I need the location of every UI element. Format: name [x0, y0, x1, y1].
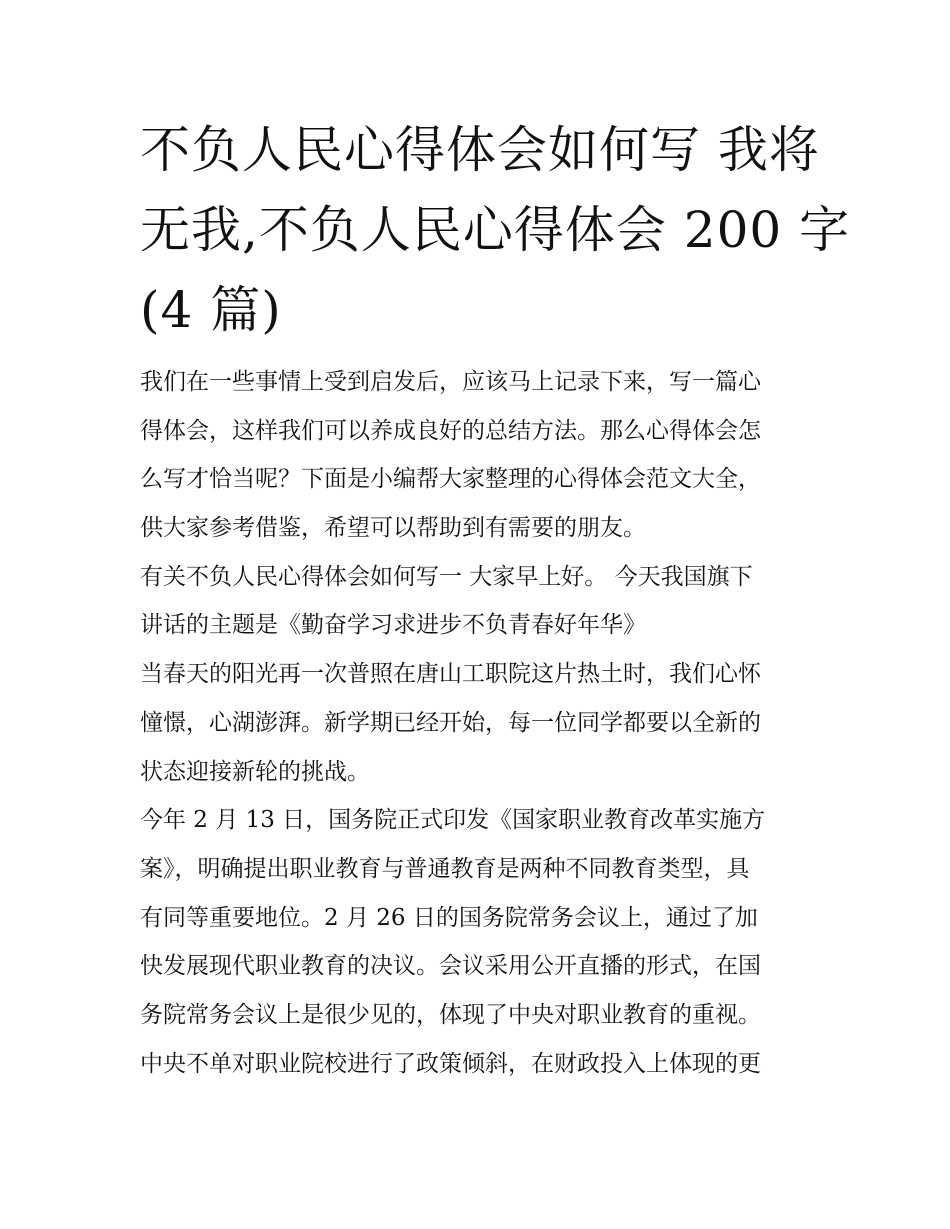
body-line: 中央不单对职业院校进行了政策倾斜，在财政投入上体现的更 — [140, 1050, 761, 1077]
body-line: 有同等重要地位。2 月 26 日的国务院常务会议上，通过了加 — [140, 904, 758, 931]
document-title — [140, 110, 851, 350]
body-line: 憧憬，心湖澎湃。新学期已经开始，每一位同学都要以全新的 — [140, 709, 761, 736]
body-line: 今年 2 月 13 日，国务院正式印发《国家职业教育改革实施方 — [140, 807, 766, 834]
title-line: 无我,不负人民心得体会 200 字 — [140, 201, 851, 259]
document-body — [140, 358, 820, 1088]
body-line: 我们在一些事情上受到启发后，应该马上记录下来，写一篇心 — [140, 369, 761, 395]
title-line: 不负人民心得体会如何写 我将 — [140, 121, 820, 179]
body-line: 么写才恰当呢？下面是小编帮大家整理的心得体会范文大全， — [140, 466, 761, 493]
body-line: 案》，明确提出职业教育与普通教育是两种不同教育类型，具 — [140, 855, 750, 882]
title-line: (4 篇) — [140, 281, 282, 339]
body-line: 有关不负人民心得体会如何写一 大家早上好。 今天我国旗下 — [140, 563, 753, 590]
body-line: 讲话的主题是《勤奋学习求进步不负青春好年华》 — [140, 612, 646, 639]
body-line: 状态迎接新轮的挑战。 — [140, 758, 370, 785]
body-line: 快发展现代职业教育的决议。会议采用公开直播的形式，在国 — [140, 953, 761, 980]
body-line: 当春天的阳光再一次普照在唐山工职院这片热土时，我们心怀 — [140, 661, 761, 688]
body-line: 供大家参考借鉴，希望可以帮助到有需要的朋友。 — [140, 515, 646, 542]
body-line: 务院常务会议上是很少见的，体现了中央对职业教育的重视。 — [140, 1001, 761, 1028]
body-line: 得体会，这样我们可以养成良好的总结方法。那么心得体会怎 — [140, 417, 761, 444]
